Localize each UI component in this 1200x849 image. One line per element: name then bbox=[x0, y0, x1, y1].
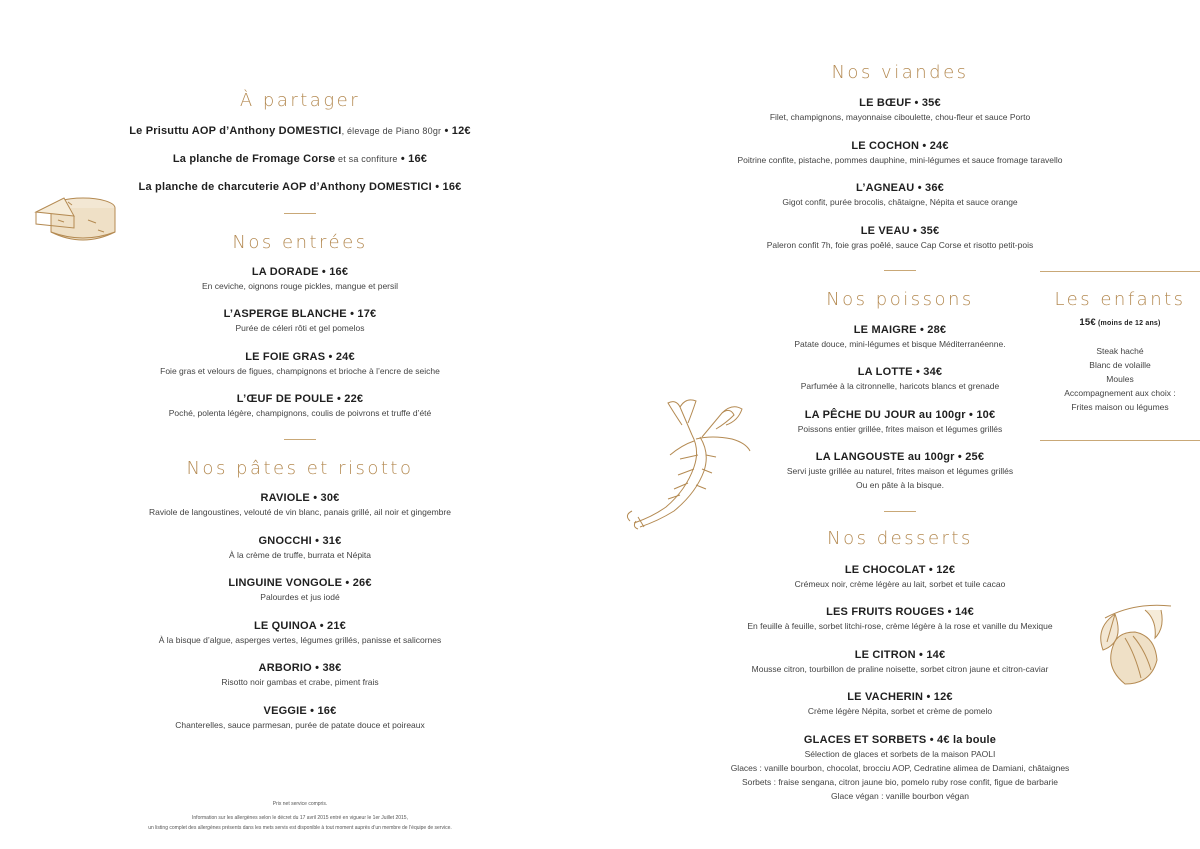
divider bbox=[884, 511, 916, 512]
menu-item: L’ŒUF DE POULE • 22€ Poché, polenta légère, champignons, coulis de poivrons et truffe d’été bbox=[168, 393, 432, 418]
menu-item: ARBORIO • 38€ Risotto noir gambas et crabe, piment frais bbox=[221, 662, 379, 687]
divider bbox=[284, 213, 316, 214]
menu-item: GLACES ET SORBETS • 4€ la boule Sélection de glaces et sorbets de la maison PAOLI Glaces : vanille bourbon, chocolat, brocciu AOP, Cedratine alimea de Damiani, châtaignes Sorbets : fraise sengana, citron jaune bio, pomelo ruby rose confit, figue de barbarie Glace végan : vanille bourbon végan bbox=[730, 734, 1070, 801]
section-title-partager: À partager bbox=[239, 90, 361, 111]
menu-item: LA LOTTE • 34€ Parfumée à la citronnelle, haricots blancs et grenade bbox=[800, 366, 1000, 391]
section-title-entrees: Nos entrées bbox=[232, 232, 368, 253]
section-title-desserts: Nos desserts bbox=[827, 528, 973, 549]
menu-item: L’ASPERGE BLANCHE • 17€ Purée de céleri rôti et gel pomelos bbox=[223, 308, 377, 333]
lobster-illustration bbox=[622, 395, 752, 530]
menu-item: GNOCCHI • 31€ À la crème de truffe, burrata et Népita bbox=[228, 535, 372, 560]
kids-price: 15€ (moins de 12 ans) bbox=[1079, 317, 1161, 328]
menu-item: LE BŒUF • 35€ Filet, champignons, mayonnaise ciboulette, chou-fleur et sauce Porto bbox=[769, 97, 1031, 122]
section-title-pates: Nos pâtes et risotto bbox=[186, 458, 414, 479]
menu-item: Le Prisuttu AOP d’Anthony DOMESTICI, élevage de Piano 80gr • 12€ bbox=[129, 125, 471, 137]
menu-item: LE FOIE GRAS • 24€ Foie gras et velours de figues, champignons et brioche à l’encre de seiche bbox=[160, 351, 440, 376]
menu-item: LA LANGOUSTE au 100gr • 25€ Servi juste grillée au naturel, frites maison et légumes grillés Ou en pâte à la bisque. bbox=[786, 451, 1014, 490]
menu-item: LE QUINOA • 21€ À la bisque d’algue, asperges vertes, légumes grillés, panisse et salicornes bbox=[158, 620, 442, 645]
section-title-poissons: Nos poissons bbox=[826, 289, 974, 310]
menu-item: LE VACHERIN • 12€ Crème légère Népita, sorbet et crème de pomelo bbox=[807, 691, 993, 716]
menu-item: LE CHOCOLAT • 12€ Crémeux noir, crème légère au lait, sorbet et tuile cacao bbox=[794, 564, 1006, 589]
kids-items: Steak haché Blanc de volaille Moules Accompagnement aux choix : Frites maison ou légumes bbox=[1064, 346, 1176, 412]
kids-top-rule bbox=[1040, 271, 1200, 272]
menu-item: LE MAIGRE • 28€ Patate douce, mini-légumes et bisque Méditerranéenne. bbox=[794, 324, 1006, 349]
lemon-illustration bbox=[1085, 598, 1175, 688]
menu-item: L’AGNEAU • 36€ Gigot confit, purée brocolis, châtaigne, Népita et sauce orange bbox=[782, 182, 1018, 207]
divider bbox=[884, 270, 916, 271]
menu-item: LA DORADE • 16€ En ceviche, oignons rouge pickles, mangue et persil bbox=[201, 266, 399, 291]
menu-item: La planche de charcuterie AOP d’Anthony DOMESTICI • 16€ bbox=[138, 181, 462, 193]
menu-item: LE VEAU • 35€ Paleron confit 7h, foie gras poêlé, sauce Cap Corse et risotto petit-pois bbox=[766, 225, 1034, 250]
menu-item: LA PÊCHE DU JOUR au 100gr • 10€ Poissons entier grillée, frites maison et légumes grillés bbox=[797, 409, 1003, 434]
menu-item: LE CITRON • 14€ Mousse citron, tourbillon de praline noisette, sorbet citron jaune et citron-caviar bbox=[751, 649, 1049, 674]
kids-bottom-rule bbox=[1040, 440, 1200, 441]
menu-item: LE COCHON • 24€ Poitrine confite, pistache, pommes dauphine, mini-légumes et sauce fromage taravello bbox=[737, 140, 1063, 165]
menu-item: RAVIOLE • 30€ Raviole de langoustines, velouté de vin blanc, panais grillé, ail noir et gingembre bbox=[149, 492, 451, 517]
cheese-illustration bbox=[28, 190, 120, 250]
menu-item: LES FRUITS ROUGES • 14€ En feuille à feuille, sorbet litchi-rose, crème légère à la rose et vanille du Mexique bbox=[747, 606, 1053, 631]
divider bbox=[284, 439, 316, 440]
menu-item: VEGGIE • 16€ Chanterelles, sauce parmesan, purée de patate douce et poireaux bbox=[175, 705, 425, 730]
menu-item: La planche de Fromage Corse et sa confiture • 16€ bbox=[172, 153, 428, 165]
section-title-enfants: Les enfants bbox=[1054, 289, 1186, 310]
menu-item: LINGUINE VONGOLE • 26€ Palourdes et jus iodé bbox=[228, 577, 372, 602]
footer-note: Prix net service compris. Information sur les allergènes selon le décret du 17 avril 2015 entré en vigueur le 1er Juillet 2015, un listing complet des allergènes présents dans les mets servis est disponible à tout moment auprès d’un membre de l’équipe de service. bbox=[148, 801, 452, 831]
section-title-viandes: Nos viandes bbox=[831, 62, 969, 83]
